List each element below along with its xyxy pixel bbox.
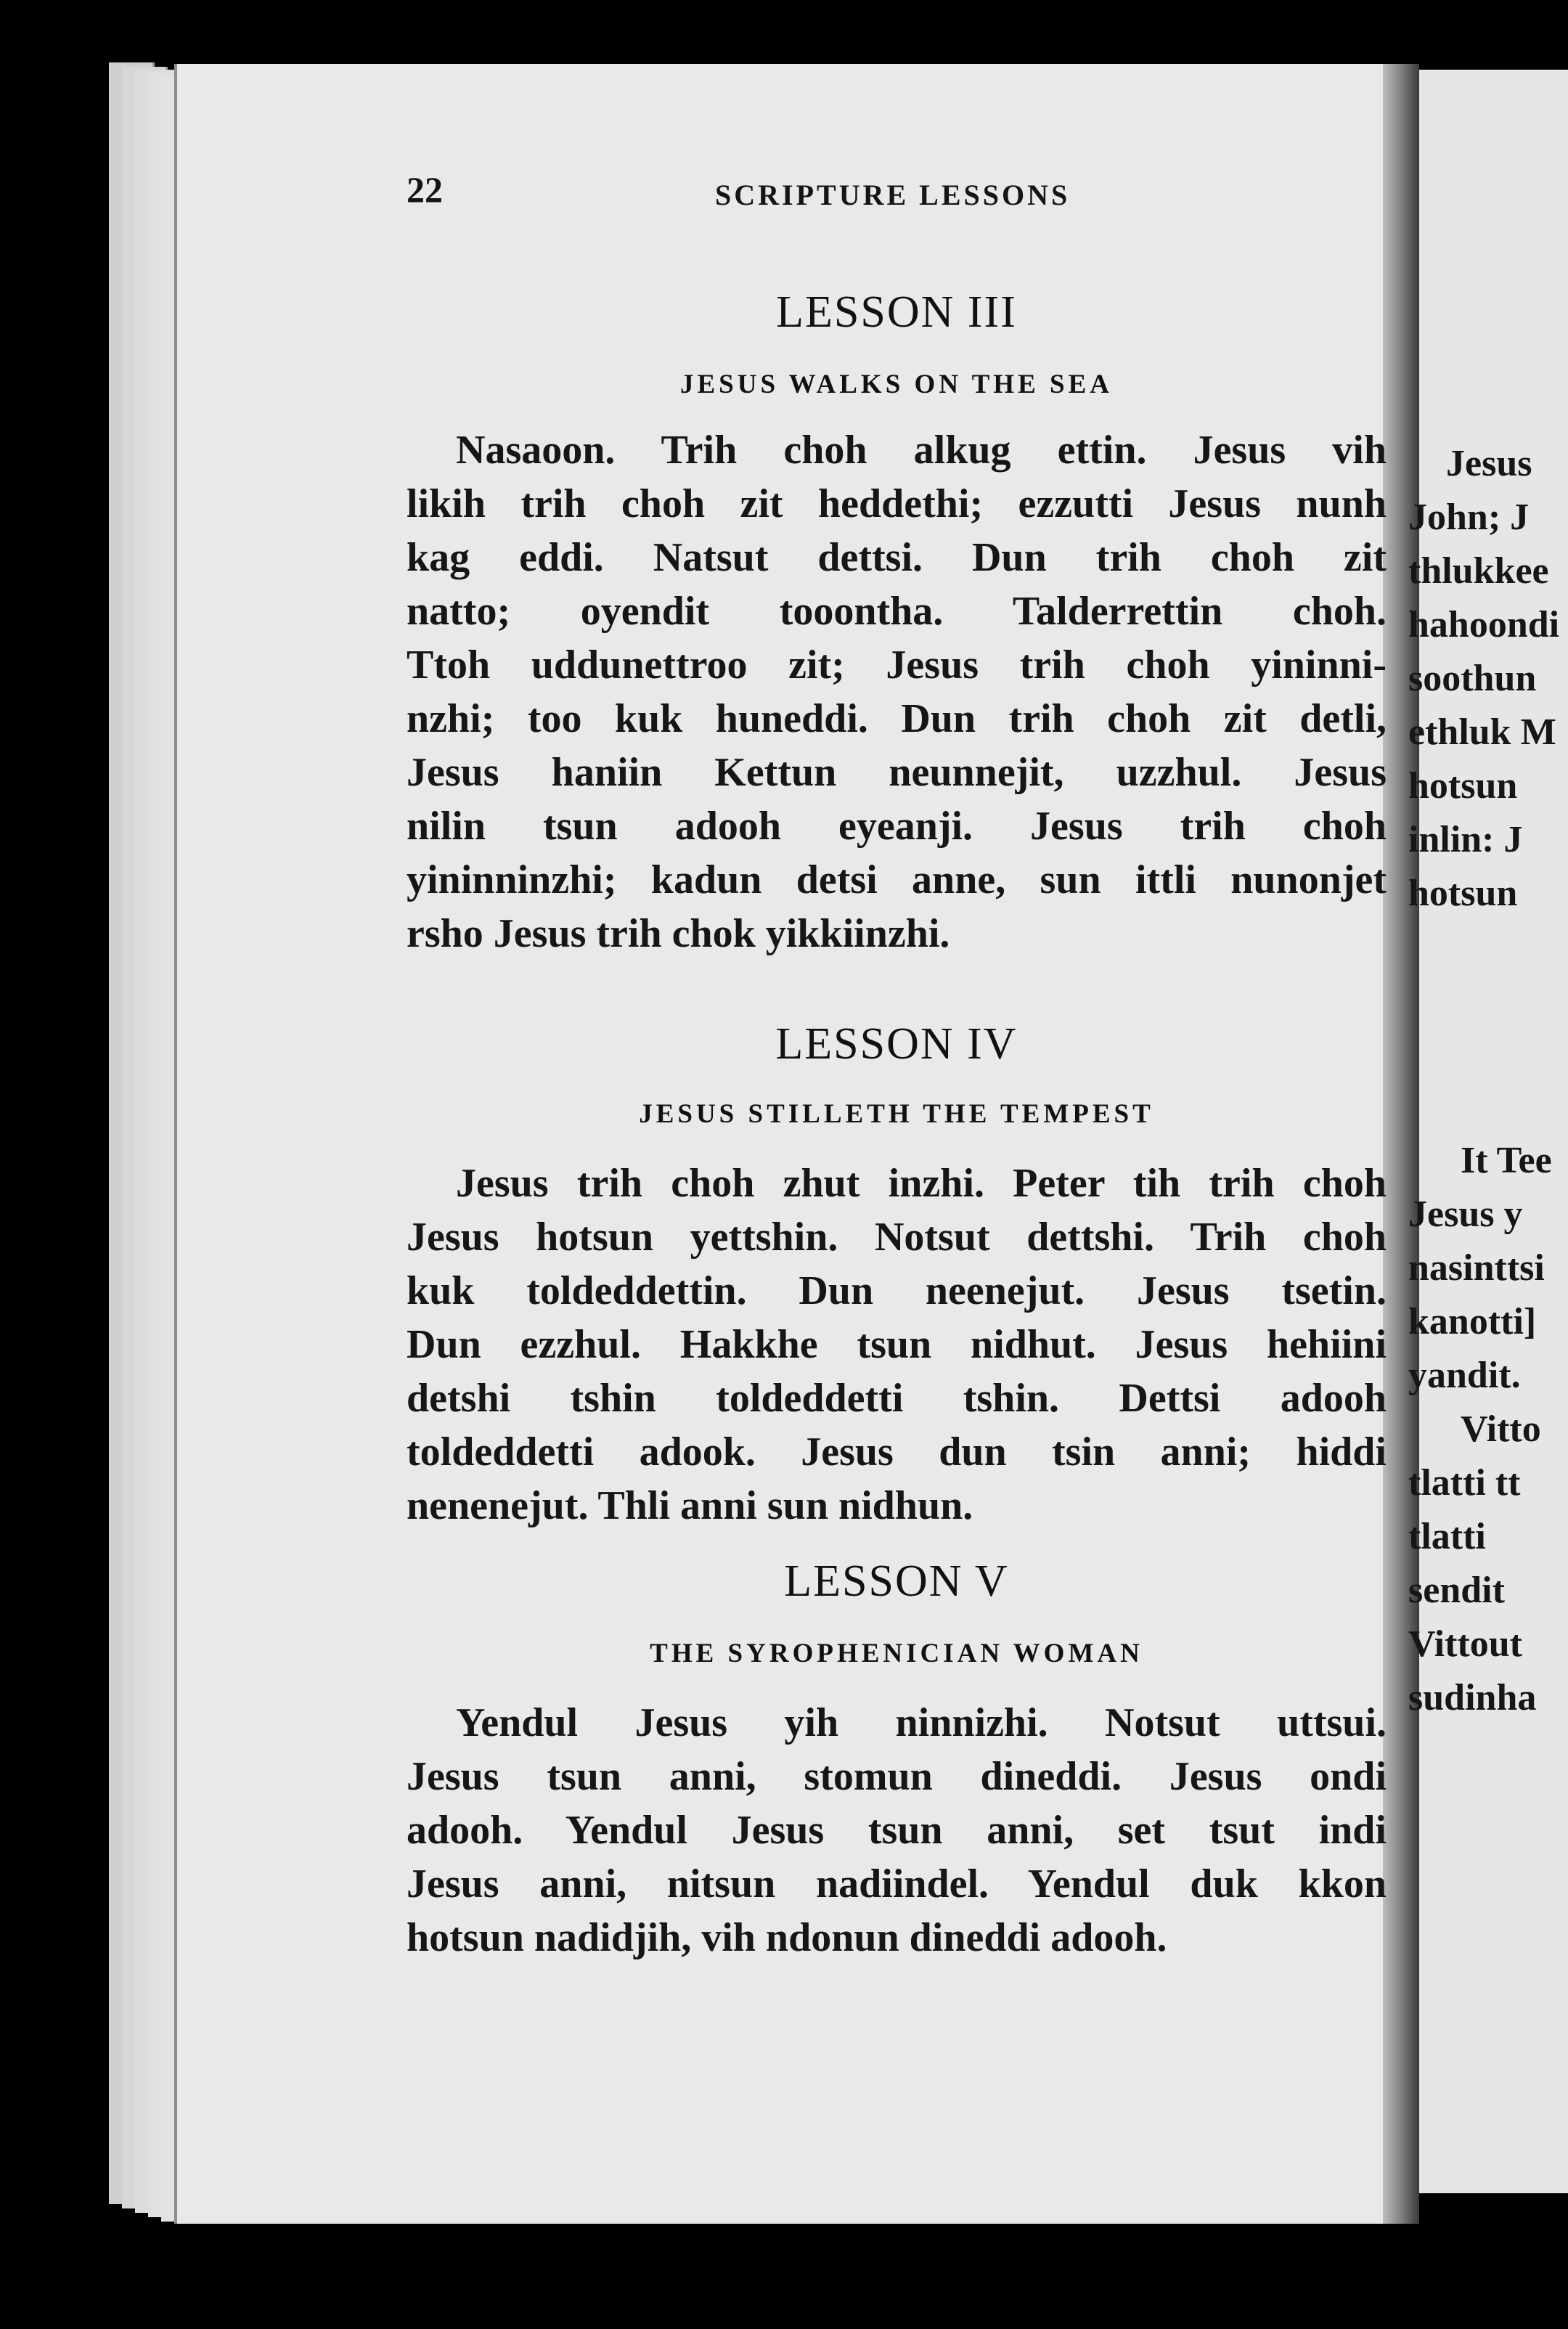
text-line: nzhi; too kuk huneddi. Dun trih choh zit detli, (407, 696, 1387, 741)
lesson-text (407, 1696, 1387, 1965)
lesson-subtitle: JESUS STILLETH THE TEMPEST (639, 1099, 1154, 1129)
text-line: John; J (1408, 497, 1530, 538)
facing-page-text (1408, 437, 1568, 921)
text-line: It Tee (1461, 1140, 1552, 1181)
facing-page-text (1408, 1134, 1568, 1725)
facing-page (1408, 70, 1568, 2193)
text-line: hotsun (1408, 873, 1518, 914)
text-line: yandit. (1408, 1355, 1521, 1396)
text-line: inlin: J (1408, 819, 1523, 860)
text-line: Vittout (1408, 1623, 1522, 1665)
text-line: Jesus y (1408, 1194, 1523, 1235)
text-line: sudinha (1408, 1677, 1537, 1718)
text-line: soothun (1408, 658, 1537, 699)
text-line: Dun ezzhul. Hakkhe tsun nidhut. Jesus hehiini (407, 1322, 1387, 1367)
text-line: toldeddetti adook. Jesus dun tsin anni; hiddi (407, 1429, 1387, 1475)
page-number: 22 (407, 169, 443, 210)
lesson-subtitle: JESUS WALKS ON THE SEA (680, 370, 1113, 399)
text-line: Yendul Jesus yih ninnizhi. Notsut uttsui. (456, 1700, 1387, 1745)
lesson-subtitle: THE SYROPHENICIAN WOMAN (650, 1639, 1143, 1668)
text-line: Jesus hotsun yettshin. Notsut dettshi. Trih choh (407, 1215, 1387, 1260)
text-line: kag eddi. Natsut dettsi. Dun trih choh zit (407, 535, 1387, 580)
text-line: tlatti tt (1408, 1462, 1521, 1504)
text-line: Vitto (1461, 1408, 1541, 1450)
text-line: Jesus tsun anni, stomun dineddi. Jesus ondi (407, 1754, 1387, 1799)
text-line: nilin tsun adooh eyeanji. Jesus trih choh (407, 804, 1387, 849)
lesson-title: LESSON V (784, 1557, 1009, 1606)
text-line: likih trih choh zit heddethi; ezzutti Jesus nunh (407, 481, 1387, 526)
lesson-title: LESSON IV (775, 1019, 1018, 1069)
text-line: Nasaoon. Trih choh alkug ettin. Jesus vih (456, 428, 1387, 473)
text-line: Ttoh uddunettroo zit; Jesus trih choh yininni- (407, 643, 1387, 688)
text-line: sendit (1408, 1570, 1505, 1611)
running-title: SCRIPTURE LESSONS (715, 179, 1071, 211)
text-line: kanotti] (1408, 1301, 1537, 1342)
text-line: hahoondi (1408, 604, 1560, 645)
lesson-text (407, 1157, 1387, 1533)
text-line: tlatti (1408, 1516, 1486, 1557)
text-line: natto; oyendit tooontha. Talderrettin choh. (407, 589, 1387, 634)
text-line: adooh. Yendul Jesus tsun anni, set tsut indi (407, 1808, 1387, 1853)
lesson-title: LESSON III (776, 287, 1017, 337)
text-line: Jesus trih choh zhut inzhi. Peter tih trih choh (456, 1161, 1387, 1206)
text-line: Jesus (1446, 443, 1532, 484)
text-line: hotsun (1408, 765, 1518, 807)
text-line: detshi tshin toldeddetti tshin. Dettsi adooh (407, 1376, 1387, 1421)
lesson-text (407, 423, 1387, 960)
text-line: Jesus haniin Kettun neunnejit, uzzhul. Jesus (407, 750, 1387, 795)
text-line: hotsun nadidjih, vih ndonun dineddi adooh. (407, 1915, 1167, 1960)
text-line: kuk toldeddettin. Dun neenejut. Jesus tsetin. (407, 1268, 1387, 1313)
text-line: yininninzhi; kadun detsi anne, sun ittli nunonjet (407, 857, 1387, 902)
text-line: ethluk M (1408, 711, 1556, 753)
text-line: thlukkee (1408, 550, 1549, 592)
text-line: nenenejut. Thli anni sun nidhun. (407, 1483, 973, 1528)
text-line: rsho Jesus trih chok yikkiinzhi. (407, 911, 950, 956)
text-line: Jesus anni, nitsun nadiindel. Yendul duk kkon (407, 1861, 1387, 1906)
text-line: nasinttsi (1408, 1247, 1545, 1289)
